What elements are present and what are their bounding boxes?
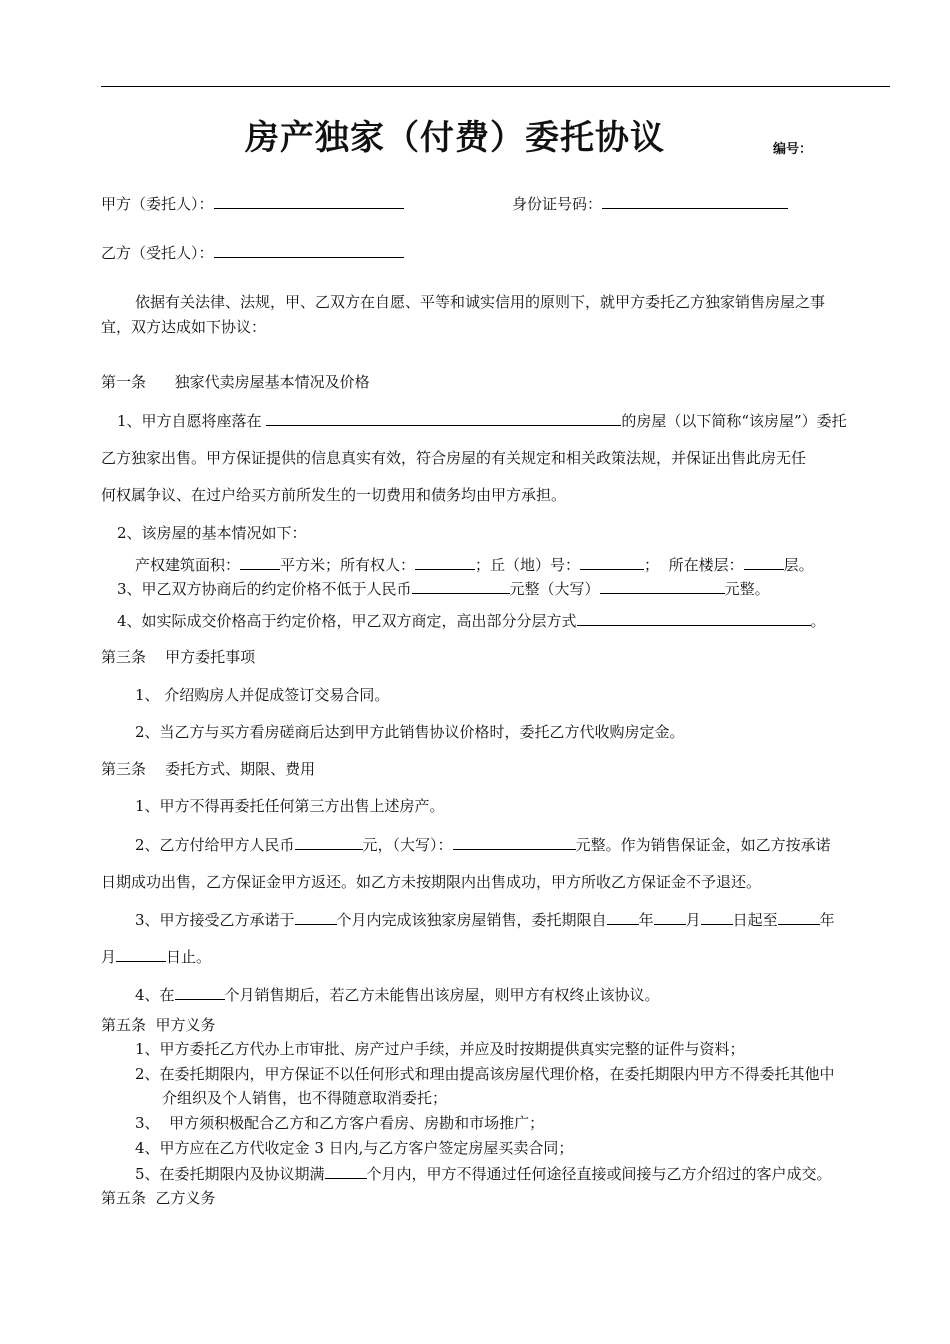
property-details-line: 产权建筑面积： 平方米；所有权人： ；丘（地）号： ； 所在楼层： 层。 — [135, 556, 814, 574]
id-number-blank[interactable] — [602, 193, 788, 209]
article-4-item-2-line-2: 介组织及个人销售，也不得随意取消委托； — [162, 1089, 448, 1107]
article-2-item-1: 1、 介绍购房人并促成签订交易合同。 — [135, 686, 390, 704]
party-a-line — [101, 193, 404, 214]
article-3-item-2-line-2: 日期成功出售，乙方保证金甲方返还。如乙方未按期限内出售成功，甲方所收乙方保证金不予退还。 — [101, 873, 762, 891]
floor-blank[interactable] — [744, 554, 784, 570]
surplus-method-blank[interactable] — [577, 610, 811, 626]
article-1-item-1-line-3: 何权属争议、在过户给买方前所发生的一切费用和债务均由甲方承担。 — [101, 486, 567, 504]
article-3-item-3-line-1: 3、甲方接受乙方承诺于 个月内完成该独家房屋销售，委托期限自 年 月 日起至 年 — [135, 911, 835, 929]
article-1-item-1-line-1: 1、甲方自愿将座落在 的房屋（以下简称“该房屋”）委托 — [117, 412, 847, 430]
deposit-uppercase-blank[interactable] — [453, 834, 576, 850]
article-1-heading: 第一条 独家代卖房屋基本情况及价格 — [101, 373, 370, 391]
article-2-heading: 第三条 甲方委托事项 — [101, 648, 256, 666]
start-day-blank[interactable] — [701, 909, 733, 925]
id-number-line — [512, 193, 788, 214]
party-a-label: 甲方（委托人）： — [101, 195, 214, 213]
article-1-item-1-line-2: 乙方独家出售。甲方保证提供的信息真实有效，符合房屋的有关规定和相关政策法规，并保证出售此房无任 — [101, 449, 807, 467]
document-number-label: 编号： — [773, 142, 813, 157]
party-b-blank[interactable] — [214, 242, 404, 258]
article-3-item-2-line-1: 2、乙方付给甲方人民币 元，（大写）： 元整。作为销售保证金，如乙方按承诺 — [135, 836, 831, 854]
article-4-item-2-line-1: 2、在委托期限内，甲方保证不以任何形式和理由提高该房屋代理价格，在委托期限内甲方不得委托其他中 — [135, 1065, 835, 1083]
party-b-line — [101, 242, 404, 263]
article-4-heading: 第五条 甲方义务 — [101, 1016, 216, 1034]
start-month-blank[interactable] — [654, 909, 686, 925]
article-4-item-3: 3、 甲方须积极配合乙方和乙方客户看房、房勘和市场推广； — [135, 1114, 545, 1132]
party-a-blank[interactable] — [214, 193, 404, 209]
article-3-heading: 第三条 委托方式、期限、费用 — [101, 760, 316, 778]
deposit-amount-blank[interactable] — [295, 834, 363, 850]
header-rule — [101, 86, 890, 87]
id-number-label: 身份证号码： — [512, 195, 603, 213]
price-uppercase-blank[interactable] — [600, 578, 725, 594]
article-4-item-1: 1、甲方委托乙方代办上市审批、房产过户手续，并应及时按期提供真实完整的证件与资料； — [135, 1040, 745, 1058]
article-5-heading: 第五条 乙方义务 — [101, 1189, 216, 1207]
preamble-line-2: 宜，双方达成如下协议： — [101, 318, 267, 336]
lot-number-blank[interactable] — [580, 554, 644, 570]
price-blank[interactable] — [412, 578, 510, 594]
article-4-item-4: 4、甲方应在乙方代收定金 3 日内,与乙方客户签定房屋买卖合同； — [135, 1139, 574, 1157]
party-b-label: 乙方（受托人）： — [101, 244, 214, 262]
sales-period-blank[interactable] — [175, 984, 225, 1000]
property-location-blank[interactable] — [266, 410, 621, 426]
preamble-line-1: 依据有关法律、法规，甲、乙双方在自愿、平等和诚实信用的原则下，就甲方委托乙方独家销售房屋之事 — [135, 293, 826, 311]
article-3-item-3-line-2: 月 日止。 — [101, 948, 212, 966]
post-expiry-months-blank[interactable] — [325, 1163, 367, 1179]
start-year-blank[interactable] — [607, 909, 639, 925]
owner-blank[interactable] — [415, 554, 475, 570]
article-3-item-1: 1、甲方不得再委托任何第三方出售上述房产。 — [135, 797, 445, 815]
article-2-item-2: 2、当乙方与买方看房磋商后达到甲方此销售协议价格时，委托乙方代收购房定金。 — [135, 723, 685, 741]
area-blank[interactable] — [240, 554, 280, 570]
months-blank[interactable] — [295, 909, 337, 925]
article-1-item-2: 2、该房屋的基本情况如下： — [117, 524, 307, 542]
article-4-item-5: 5、在委托期限内及协议期满 个月内，甲方不得通过任何途径直接或间接与乙方介绍过的客户成交。 — [135, 1165, 832, 1183]
document-title: 房产独家（付费）委托协议 — [245, 118, 665, 158]
end-year-blank[interactable] — [778, 909, 820, 925]
article-3-item-4: 4、在 个月销售期后，若乙方未能售出该房屋，则甲方有权终止该协议。 — [135, 986, 660, 1004]
article-1-item-3: 3、甲乙双方协商后的约定价格不低于人民币 元整（大写） 元整。 — [117, 580, 770, 598]
end-day-blank[interactable] — [116, 946, 166, 962]
article-1-item-4: 4、如实际成交价格高于约定价格，甲乙双方商定，高出部分分层方式 。 — [117, 612, 826, 630]
